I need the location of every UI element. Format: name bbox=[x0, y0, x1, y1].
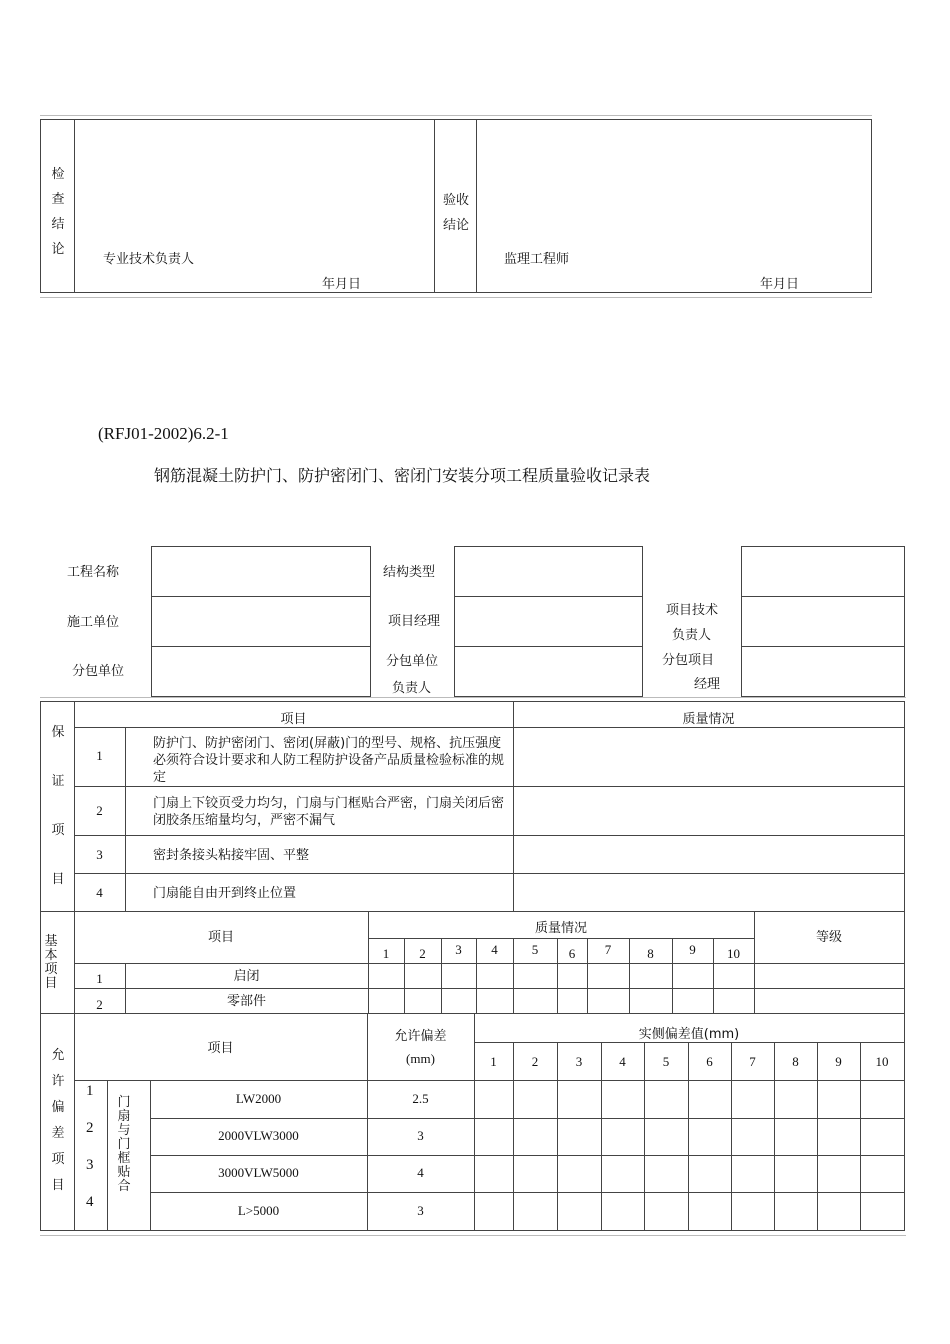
tolerance-row-2-item: 2000VLW3000 bbox=[218, 1128, 299, 1143]
basic-row-1-no: 1 bbox=[96, 971, 103, 986]
tolerance-row-4-item: L>5000 bbox=[237, 1203, 280, 1218]
basic-col-2: 2 bbox=[419, 946, 426, 961]
basic-row-2-text: 零部件 bbox=[226, 994, 266, 1009]
tolerance-measured-header: 实侧偏差值(mm) bbox=[638, 1027, 740, 1042]
basic-col-10: 10 bbox=[727, 946, 740, 961]
tech-lead-signature-label: 专业技术负责人 bbox=[103, 252, 195, 267]
guarantee-row-3-no: 3 bbox=[96, 847, 103, 862]
basic-col-6: 6 bbox=[568, 946, 576, 961]
tolerance-col-7: 7 bbox=[749, 1054, 756, 1069]
basic-col-3: 3 bbox=[455, 942, 462, 957]
guarantee-row-3-text: 密封条接头粘接牢固、平整 bbox=[153, 848, 310, 863]
basic-row-1-text: 启闭 bbox=[233, 969, 260, 984]
guarantee-row-4-no: 4 bbox=[96, 885, 103, 900]
tolerance-row-3-allow: 4 bbox=[417, 1165, 424, 1180]
sub-lead-label-2: 负责人 bbox=[392, 681, 432, 696]
guarantee-quality-header: 质量情况 bbox=[682, 712, 735, 727]
guarantee-row-2-text: 门扇上下铰页受力均匀，门扇与门框贴合严密，门扇关闭后密闭胶条压缩量均匀，严密不漏气 bbox=[153, 796, 505, 828]
basic-col-4: 4 bbox=[491, 942, 498, 957]
sub-manager-label-1: 分包项目 bbox=[662, 653, 715, 668]
tolerance-col-6: 6 bbox=[706, 1054, 713, 1069]
form-title: 钢筋混凝土防护门、防护密闭门、密闭门安装分项工程质量验收记录表 bbox=[154, 466, 651, 485]
tolerance-col-8: 8 bbox=[792, 1054, 799, 1069]
tolerance-row-4-no: 4 bbox=[86, 1194, 94, 1210]
tolerance-row-4-allow: 3 bbox=[417, 1203, 424, 1218]
tolerance-col-4: 4 bbox=[619, 1054, 626, 1069]
tolerance-col-9: 9 bbox=[835, 1054, 842, 1069]
basic-side-label: 基 本 项 目 bbox=[44, 934, 58, 991]
basic-col-9: 9 bbox=[689, 942, 696, 957]
tolerance-col-10: 10 bbox=[875, 1054, 889, 1069]
tolerance-allow-header-2: (mm) bbox=[406, 1051, 435, 1066]
tolerance-item-header: 项目 bbox=[207, 1041, 234, 1056]
tolerance-side-label: 允 许 偏 差 项 目 bbox=[51, 1048, 65, 1193]
tolerance-row-1-no: 1 bbox=[86, 1083, 94, 1099]
tech-lead-label-2: 负责人 bbox=[672, 628, 712, 643]
tolerance-col-3: 3 bbox=[575, 1054, 583, 1069]
tolerance-row-3-no: 3 bbox=[86, 1157, 94, 1173]
basic-col-8: 8 bbox=[647, 946, 654, 961]
guarantee-row-2-no: 2 bbox=[96, 803, 103, 818]
basic-col-5: 5 bbox=[531, 942, 539, 957]
basic-quality-header: 质量情况 bbox=[534, 921, 587, 936]
door-frame-fit-label: 门 扇 与 门 框 贴 合 bbox=[117, 1095, 131, 1194]
basic-grade-header: 等级 bbox=[815, 930, 842, 945]
supervisor-signature-label: 监理工程师 bbox=[504, 252, 570, 267]
guarantee-row-1-no: 1 bbox=[96, 748, 103, 763]
basic-col-7: 7 bbox=[604, 942, 612, 957]
inspection-conclusion-label: 检 查 结 论 bbox=[51, 167, 65, 257]
acceptance-conclusion-label: 验收 结论 bbox=[442, 193, 469, 233]
tolerance-col-5: 5 bbox=[662, 1054, 670, 1069]
project-manager-label: 项目经理 bbox=[388, 614, 441, 629]
basic-row-2-no: 2 bbox=[96, 997, 103, 1012]
project-name-label: 工程名称 bbox=[67, 565, 120, 580]
tolerance-row-2-no: 2 bbox=[86, 1120, 94, 1136]
guarantee-row-4-text: 门扇能自由开到终止位置 bbox=[153, 886, 297, 901]
left-date-label: 年月日 bbox=[322, 277, 362, 292]
guarantee-side-label: 保 证 项 目 bbox=[51, 725, 65, 887]
tolerance-col-2: 2 bbox=[531, 1054, 539, 1069]
subcontractor-label: 分包单位 bbox=[72, 664, 125, 679]
form-code: (RFJ01-2002)6.2-1 bbox=[98, 424, 229, 443]
sub-lead-label-1: 分包单位 bbox=[386, 654, 439, 669]
tolerance-row-1-allow: 2.5 bbox=[412, 1091, 429, 1106]
contractor-label: 施工单位 bbox=[67, 615, 120, 630]
sub-manager-label-2: 经理 bbox=[694, 677, 721, 692]
tech-lead-label-1: 项目技术 bbox=[666, 603, 719, 618]
structure-type-label: 结构类型 bbox=[383, 565, 436, 580]
tolerance-row-1-item: LW2000 bbox=[235, 1091, 282, 1106]
tolerance-allow-header-1: 允许偏差 bbox=[394, 1029, 447, 1044]
tolerance-row-3-item: 3000VLW5000 bbox=[218, 1165, 299, 1180]
basic-col-1: 1 bbox=[382, 946, 390, 961]
guarantee-row-1-text: 防护门、防护密闭门、密闭(屏蔽)门的型号、规格、抗压强度必须符合设计要求和人防工程防护设备产品质量检验标准的规定 bbox=[153, 736, 505, 785]
tolerance-row-2-allow: 3 bbox=[417, 1128, 424, 1143]
right-date-label: 年月日 bbox=[760, 277, 800, 292]
guarantee-item-header: 项目 bbox=[280, 712, 307, 727]
tolerance-col-1: 1 bbox=[490, 1054, 497, 1069]
basic-item-header: 项目 bbox=[207, 930, 234, 945]
